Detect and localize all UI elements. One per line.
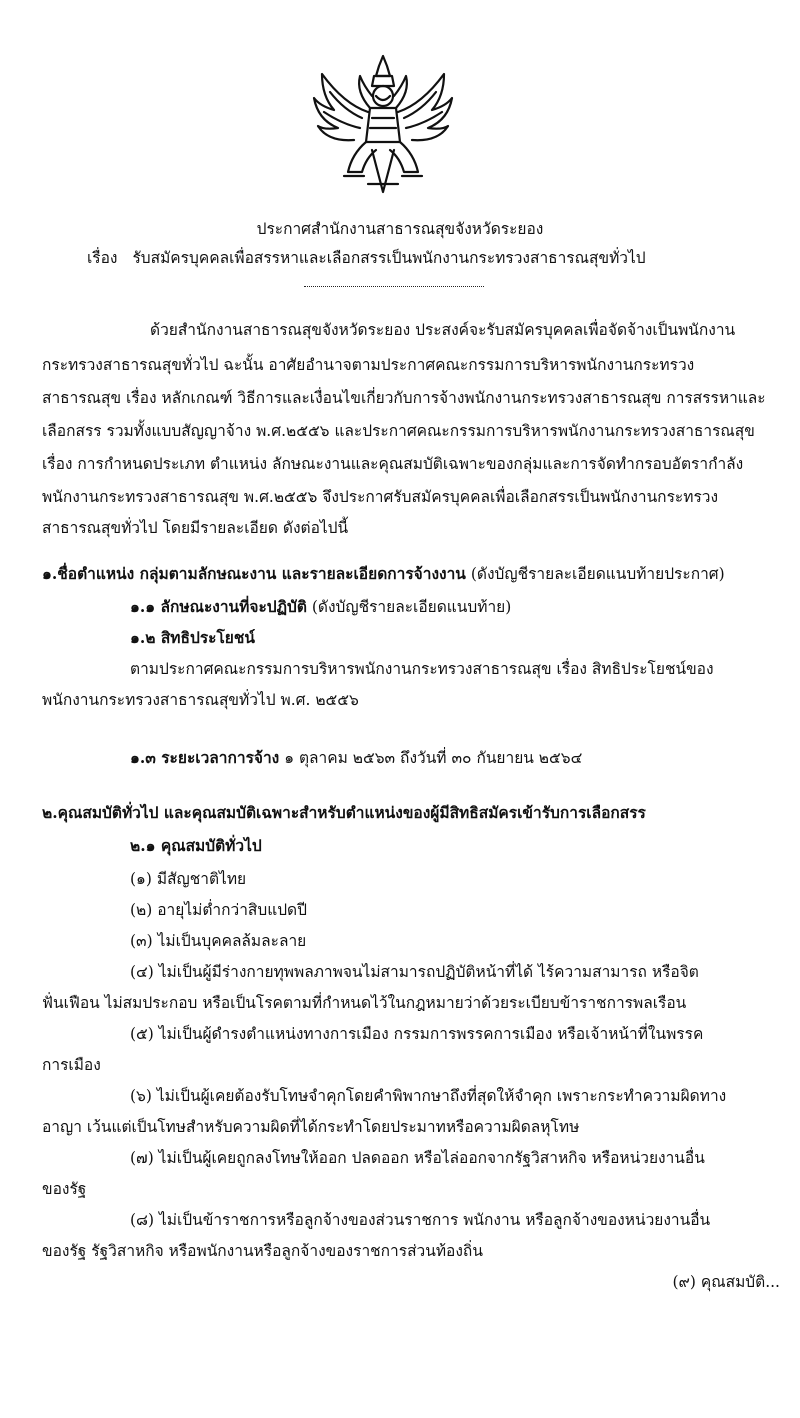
- section-1-3-title: ๑.๓ ระยะเวลาการจ้าง: [130, 748, 280, 767]
- section-1-3: [130, 748, 582, 768]
- qualification-item-cont: อาญา เว้นแต่เป็นโทษสำหรับความผิดที่ได้กระทำโดยประมาทหรือความผิดลหุโทษ: [42, 1118, 580, 1136]
- qualification-item: (๒) อายุไม่ต่ำกว่าสิบแปดปี: [130, 901, 307, 919]
- qualification-item: (๗) ไม่เป็นผู้เคยถูกลงโทษให้ออก ปลดออก หรือไล่ออกจากรัฐวิสาหกิจ หรือหน่วยงานอื่น: [130, 1149, 705, 1167]
- benefits-line: ตามประกาศคณะกรรมการบริหารพนักงานกระทรวงสาธารณสุข เรื่อง สิทธิประโยชน์ของ: [130, 660, 714, 678]
- section-1-1-note: (ดังบัญชีรายละเอียดแนบท้าย): [311, 598, 512, 616]
- qualification-item: (๘) ไม่เป็นข้าราชการหรือลูกจ้างของส่วนราชการ พนักงาน หรือลูกจ้างของหน่วยงานอื่น: [130, 1211, 711, 1229]
- intro-line: สาธารณสุขทั่วไป โดยมีรายละเอียด ดังต่อไปนี้: [42, 519, 349, 537]
- intro-line: ด้วยสำนักงานสาธารณสุขจังหวัดระยอง ประสงค์จะรับสมัครบุคคลเพื่อจัดจ้างเป็นพนักงาน: [150, 321, 736, 339]
- section-1-2-title: ๑.๒ สิทธิประโยชน์: [130, 628, 255, 647]
- section-2-heading: ๒.คุณสมบัติทั่วไป และคุณสมบัติเฉพาะสำหรับตำแหน่งของผู้มีสิทธิสมัครเข้ารับการเลือกสรร: [42, 803, 646, 822]
- section-1-1-title: ๑.๑ ลักษณะงานที่จะปฏิบัติ: [130, 597, 307, 616]
- section-1-heading: [42, 564, 725, 584]
- section-1-title: ๑.ชื่อตำแหน่ง กลุ่มตามลักษณะงาน และรายละเอียดการจ้างงาน: [42, 564, 466, 583]
- qualification-item: (๔) ไม่เป็นผู้มีร่างกายทุพพลภาพจนไม่สามารถปฏิบัติหน้าที่ได้ ไร้ความสามารถ หรือจิต: [130, 963, 699, 981]
- qualification-item: (๓) ไม่เป็นบุคคลล้มละลาย: [130, 932, 307, 950]
- employment-period: ๑ ตุลาคม ๒๕๖๓ ถึงวันที่ ๓๐ กันยายน ๒๕๖๔: [284, 749, 583, 767]
- intro-line: เลือกสรร รวมทั้งแบบสัญญาจ้าง พ.ศ.๒๕๕๖ และประกาศคณะกรรมการบริหารพนักงานกระทรวงสาธารณสุข: [42, 422, 755, 440]
- section-1-1: [130, 597, 511, 617]
- qualification-item: (๖) ไม่เป็นผู้เคยต้องรับโทษจำคุกโดยคำพิพากษาถึงที่สุดให้จำคุก เพราะกระทำความผิดทาง: [130, 1087, 727, 1105]
- announcement-title: ประกาศสำนักงานสาธารณสุขจังหวัดระยอง: [256, 220, 544, 238]
- intro-line: พนักงานกระทรวงสาธารณสุข พ.ศ.๒๕๕๖ จึงประกาศรับสมัครบุคคลเพื่อเลือกสรรเป็นพนักงานกระทรวง: [42, 488, 719, 506]
- benefits-line: พนักงานกระทรวงสาธารณสุขทั่วไป พ.ศ. ๒๕๕๖: [42, 691, 359, 709]
- section-2-1-title: ๒.๑ คุณสมบัติทั่วไป: [130, 836, 262, 855]
- continuation-note: (๙) คุณสมบัติ...: [672, 1273, 780, 1291]
- subject-text: รับสมัครบุคคลเพื่อสรรหาและเลือกสรรเป็นพนักงานกระทรวงสาธารณสุขทั่วไป: [132, 249, 646, 267]
- qualification-item-cont: ของรัฐ: [42, 1180, 87, 1198]
- qualification-item: (๑) มีสัญชาติไทย: [130, 870, 247, 888]
- subject-label: เรื่อง: [87, 249, 118, 267]
- intro-line: เรื่อง การกำหนดประเภท ตำแหน่ง ลักษณะงานและคุณสมบัติเฉพาะของกลุ่มและการจัดทำกรอบอัตรากำลัง: [42, 455, 744, 473]
- intro-line: กระทรวงสาธารณสุขทั่วไป ฉะนั้น อาศัยอำนาจตามประกาศคณะกรรมการบริหารพนักงานกระทรวง: [42, 356, 695, 374]
- section-1-note: (ดังบัญชีรายละเอียดแนบท้ายประกาศ): [470, 565, 725, 583]
- intro-line: สาธารณสุข เรื่อง หลักเกณฑ์ วิธีการและเงื่อนไขเกี่ยวกับการจ้างพนักงานกระทรวงสาธารณสุข การสรรหาและ: [42, 389, 766, 407]
- garuda-emblem-icon: [308, 52, 458, 202]
- subject-line: [87, 248, 646, 268]
- separator-dots: [304, 286, 484, 287]
- qualification-item-cont: ฟั่นเฟือน ไม่สมประกอบ หรือเป็นโรคตามที่กำหนดไว้ในกฎหมายว่าด้วยระเบียบข้าราชการพลเรือน: [42, 994, 687, 1012]
- qualification-item-cont: ของรัฐ รัฐวิสาหกิจ หรือพนักงานหรือลูกจ้างของราชการส่วนท้องถิ่น: [42, 1242, 483, 1260]
- qualification-item-cont: การเมือง: [42, 1056, 101, 1074]
- qualification-item: (๕) ไม่เป็นผู้ดำรงตำแหน่งทางการเมือง กรรมการพรรคการเมือง หรือเจ้าหน้าที่ในพรรค: [130, 1025, 704, 1043]
